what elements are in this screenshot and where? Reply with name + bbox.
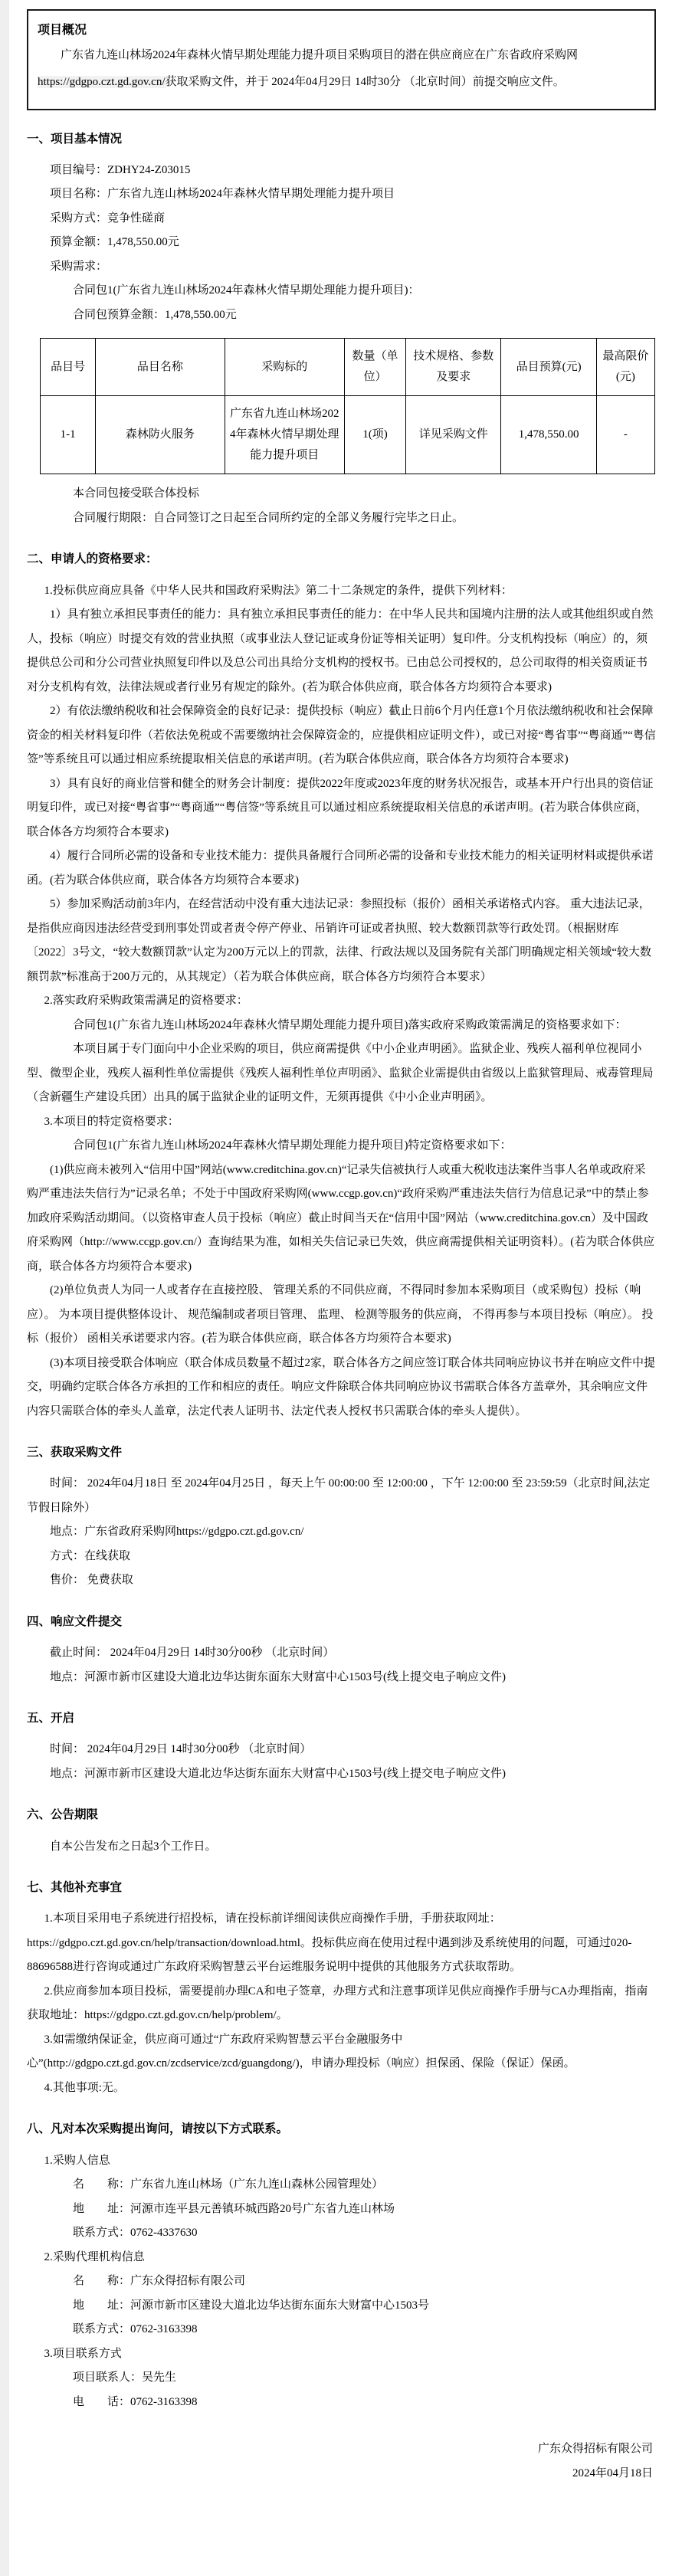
section-1-heading: 一、项目基本情况 xyxy=(27,132,123,146)
announcement-period: 自本公告发布之日起3个工作日。 xyxy=(50,1840,217,1853)
section-5-heading: 五、开启 xyxy=(27,1712,75,1725)
section-7-heading: 七、其他补充事宜 xyxy=(27,1881,123,1894)
cell-subject: 广东省九连山林场2024年森林火情早期处理能力提升项目 xyxy=(225,396,344,474)
overview-paragraph xyxy=(38,42,644,97)
qualification-item-1-5: 5）参加采购活动前3年内，在经营活动中没有重大违法记录：参照投标（报价）函相关承诺格式内容。 重大违法记录，是指供应商因违法经营受到刑事处罚或者责令停产停业、吊销许可证或者执照、较大数额罚款等行政处罚。（根据财库〔2022〕3号文，“较大数额罚款”认定为200万元以上的罚款，法律、行政法规以及国务院有关部门明确规定相关领域“较大数额罚款”标准高于200万元的，从其规定）（若为联合体供应商，联合体各方均须符合本要求） xyxy=(27,898,651,983)
specific-requirement-1: (1)供应商未被列入“信用中国”网站(www.creditchina.gov.cn)“记录失信被执行人或重大税收违法案件当事人名单或政府采购严重违法失信行为”记录名单；不处于中国政府采购网(www.ccgp.gov.cn)“政府采购严重违法失信行为信息记录”中的禁止参加政府采购活动期间。（以资格审查人员于投标（响应）截止时间当天在“信用中国”网站（www.creditchina.gov.cn）及中国政府采购网（http://www.ccgp.gov.cn/）查询结果为准，如相关失信记录已失效，供应商需提供相关证明资料）。(若为联合体供应商，联合体各方均须符合本要求) xyxy=(27,1163,655,1273)
qualification-item-1-2: 2）有依法缴纳税收和社会保障资金的良好记录：提供投标（响应）截止日前6个月内任意1个月依法缴纳税收和社会保障资金的相关材料复印件（若依法免税或不需要缴纳社会保障资金的，应提供相应证明文件），或已对接“粤省事”“粤商通”“粤信签”等系统且可以通过相应系统提取相关信息的承诺声明。(若为联合体供应商，联合体各方均须符合本要求) xyxy=(27,705,656,765)
section-3-heading: 三、获取采购文件 xyxy=(27,1446,123,1459)
section-4-heading: 四、响应文件提交 xyxy=(27,1614,123,1628)
cell-item-name: 森林防火服务 xyxy=(96,396,225,474)
contract-package-budget: 合同包预算金额：1,478,550.00元 xyxy=(73,308,237,321)
purchaser-name: 名 称：广东省九连山林场（广东九连山森林公园管理处） xyxy=(73,2178,384,2191)
budget-amount: 预算金额：1,478,550.00元 xyxy=(50,236,179,249)
section-6-heading: 六、公告期限 xyxy=(27,1808,99,1822)
agency-info-title: 2.采购代理机构信息 xyxy=(44,2250,145,2263)
specific-requirement-3: (3)本项目接受联合体响应（联合体成员数量不超过2家，联合体各方之间应签订联合体共同响应协议书并在响应文件中提交，明确约定联合体各方承担的工作和相应的责任。响应文件除联合体共同响应协议书需联合体各方盖章外，其余响应文件内容只需联合体的牵头人盖章，法定代表人证明书、法定代表人授权书只需联合体的牵头人提供）。 xyxy=(27,1356,655,1417)
supplement-item-2: 2.供应商参加本项目投标，需要提前办理CA和电子签章，办理方式和注意事项详见供应商操作手册与CA办理指南，指南获取地址：https://gdgpo.czt.gd.gov.cn/help/problem/。 xyxy=(27,1984,648,2022)
qualification-item-2: 2.落实政府采购政策需满足的资格要求： xyxy=(44,995,248,1007)
overview-title: 项目概况 xyxy=(38,24,87,37)
project-overview-box xyxy=(27,9,656,110)
col-header-quantity: 数量（单位） xyxy=(344,339,405,396)
document-obtain-price: 售价： 免费获取 xyxy=(50,1574,133,1587)
col-header-price-cap: 最高限价(元) xyxy=(596,339,654,396)
procurement-method: 采购方式：竞争性磋商 xyxy=(50,211,166,224)
col-header-subject: 采购标的 xyxy=(225,339,344,396)
procurement-site-url: https://gdgpo.czt.gd.gov.cn/ xyxy=(38,76,166,89)
agency-address: 地 址：河源市新市区建设大道北边华达街东面东大财富中心1503号 xyxy=(73,2299,430,2312)
opening-place: 地点：河源市新市区建设大道北边华达街东面东大财富中心1503号(线上提交电子响应文件) xyxy=(50,1767,506,1780)
col-header-item-name: 品目名称 xyxy=(96,339,225,396)
specific-requirement-intro: 合同包1(广东省九连山林场2024年森林火情早期处理能力提升项目)特定资格要求如下： xyxy=(73,1139,512,1152)
policy-requirement-intro: 合同包1(广东省九连山林场2024年森林火情早期处理能力提升项目)落实政府采购政策需满足的资格要求如下： xyxy=(73,1018,627,1031)
purchaser-contact: 联系方式：0762-4337630 xyxy=(73,2227,198,2239)
qualification-item-1-3: 3）具有良好的商业信誉和健全的财务会计制度：提供2022年度或2023年度的财务状况报告，或基本开户行出具的资信证明复印件，或已对接“粤省事”“粤商通”“粤信签”等系统且可以通过相应系统提取相关信息的承诺声明。(若为联合体供应商，联合体各方均须符合本要求) xyxy=(27,777,654,838)
qualification-item-3: 3.本项目的特定资格要求： xyxy=(44,1115,179,1128)
project-contact-phone: 电 话：0762-3163398 xyxy=(73,2395,198,2408)
section-8-heading: 八、凡对本次采购提出询问，请按以下方式联系。 xyxy=(27,2122,289,2136)
project-name: 项目名称：广东省九连山林场2024年森林火情早期处理能力提升项目 xyxy=(50,188,395,201)
document-obtain-method: 方式：在线获取 xyxy=(50,1549,131,1562)
section-2-heading: 二、申请人的资格要求： xyxy=(27,552,158,566)
project-number: 项目编号：ZDHY24-Z03015 xyxy=(50,163,191,176)
col-header-specs: 技术规格、参数及要求 xyxy=(406,339,501,396)
items-table xyxy=(40,338,655,474)
document-obtain-time: 时间： 2024年04月18日 至 2024年04月25日 ，每天上午 00:00:00 至 12:00:00 ，下午 12:00:00 至 23:59:59（北京时间,法定节假日除外） xyxy=(27,1477,651,1514)
supplement-item-4: 4.其他事项:无。 xyxy=(44,2081,125,2094)
overview-text-before-url: 广东省九连山林场2024年森林火情早期处理能力提升项目采购项目的潜在供应商应在广东省政府采购网 xyxy=(61,49,579,61)
sme-requirement: 本项目属于专门面向中小企业采购的项目，供应商需提供《中小企业声明函》。监狱企业、残疾人福利单位视同小型、微型企业，残疾人福利性单位需提供《残疾人福利性单位声明函》、监狱企业需提供由省级以上监狱管理局、戒毒管理局（含新疆生产建设兵团）出具的属于监狱企业的证明文件，无须再提供《中小企业声明函》。 xyxy=(27,1043,654,1103)
col-header-item-budget: 品目预算(元) xyxy=(501,339,596,396)
cell-item-no: 1-1 xyxy=(41,396,96,474)
agency-contact: 联系方式：0762-3163398 xyxy=(73,2323,198,2335)
col-header-item-no: 品目号 xyxy=(41,339,96,396)
agency-name: 名 称：广东众得招标有限公司 xyxy=(73,2275,246,2287)
items-table-header-row xyxy=(41,339,655,396)
supplement-item-3: 3.如需缴纳保证金，供应商可通过“广东政府采购智慧云平台金融服务中心”(http://gdgpo.czt.gd.gov.cn/zcdservice/zcd/guangdong/)，申请办理投标（响应）担保函、保险（保证）保函。 xyxy=(27,2033,575,2070)
contract-package-title: 合同包1(广东省九连山林场2024年森林火情早期处理能力提升项目)： xyxy=(73,284,420,297)
purchaser-info-title: 1.采购人信息 xyxy=(44,2154,110,2167)
project-contact-person: 项目联系人：吴先生 xyxy=(73,2371,177,2384)
specific-requirement-2: (2)单位负责人为同一人或者存在直接控股、 管理关系的不同供应商，不得同时参加本采购项目（或采购包）投标（响应）。 为本项目提供整体设计、 规范编制或者项目管理、 监理、 检测等服务的供应商， 不得再参与本项目投标（响应）。 投标（报价） 函相关承诺要求内容。(若为联合体供应商，联合体各方均须符合本要求) xyxy=(27,1284,654,1345)
signature-block xyxy=(27,2437,656,2486)
cell-price-cap: - xyxy=(596,396,654,474)
signature-date: 2024年04月18日 xyxy=(572,2466,653,2479)
supplement-item-1: 1.本项目采用电子系统进行招投标，请在投标前详细阅读供应商操作手册，手册获取网址：https://gdgpo.czt.gd.gov.cn/help/transaction/download.html。投标供应商在使用过程中遇到涉及系统使用的问题，可通过020-88696588进行咨询或通过广东政府采购智慧云平台运维服务说明中提供的其他服务方式获取帮助。 xyxy=(27,1912,632,1974)
submission-deadline: 截止时间： 2024年04月29日 14时30分00秒 （北京时间） xyxy=(50,1647,335,1659)
submission-place: 地点：河源市新市区建设大道北边华达街东面东大财富中心1503号(线上提交电子响应文件) xyxy=(50,1670,506,1683)
overview-text-after-url: 获取采购文件，并于 2024年04月29日 14时30分 （北京时间）前提交响应文件。 xyxy=(165,76,565,89)
qualification-item-1: 1.投标供应商应具备《中华人民共和国政府采购法》第二十二条规定的条件，提供下列材料： xyxy=(44,584,513,597)
contract-performance-period: 合同履行期限：自合同签订之日起至合同所约定的全部义务履行完毕之日止。 xyxy=(73,511,464,524)
table-row xyxy=(41,396,655,474)
joint-bid-note: 本合同包接受联合体投标 xyxy=(73,487,200,500)
qualification-item-1-1: 1）具有独立承担民事责任的能力：具有独立承担民事责任的能力：在中华人民共和国境内注册的法人或其他组织或自然人，投标（响应）时提交有效的营业执照（或事业法人登记证或身份证等相关证明）复印件。分支机构投标（响应）的，须提供总公司和分公司营业执照复印件以及总公司出具给分支机构的授权书。已由总公司授权的，总公司取得的相关资质证书对分支机构有效，法律法规或者行业另有规定的除外。(若为联合体供应商，联合体各方均须符合本要求) xyxy=(27,608,654,693)
project-contact-title: 3.项目联系方式 xyxy=(44,2347,122,2360)
opening-time: 时间： 2024年04月29日 14时30分00秒 （北京时间） xyxy=(50,1743,312,1756)
purchaser-address: 地 址：河源市连平县元善镇环城西路20号广东省九连山林场 xyxy=(73,2202,395,2215)
document-obtain-place: 地点：广东省政府采购网https://gdgpo.czt.gd.gov.cn/ xyxy=(50,1526,304,1539)
signature-agency-name: 广东众得招标有限公司 xyxy=(537,2443,653,2455)
qualification-item-1-4: 4）履行合同所必需的设备和专业技术能力：提供具备履行合同所必需的设备和专业技术能力的相关证明材料或提供承诺函。(若为联合体供应商，联合体各方均须符合本要求) xyxy=(27,850,654,887)
cell-specs: 详见采购文件 xyxy=(406,396,501,474)
procurement-requirement-label: 采购需求： xyxy=(50,260,108,273)
cell-quantity: 1(项) xyxy=(344,396,405,474)
cell-item-budget: 1,478,550.00 xyxy=(501,396,596,474)
